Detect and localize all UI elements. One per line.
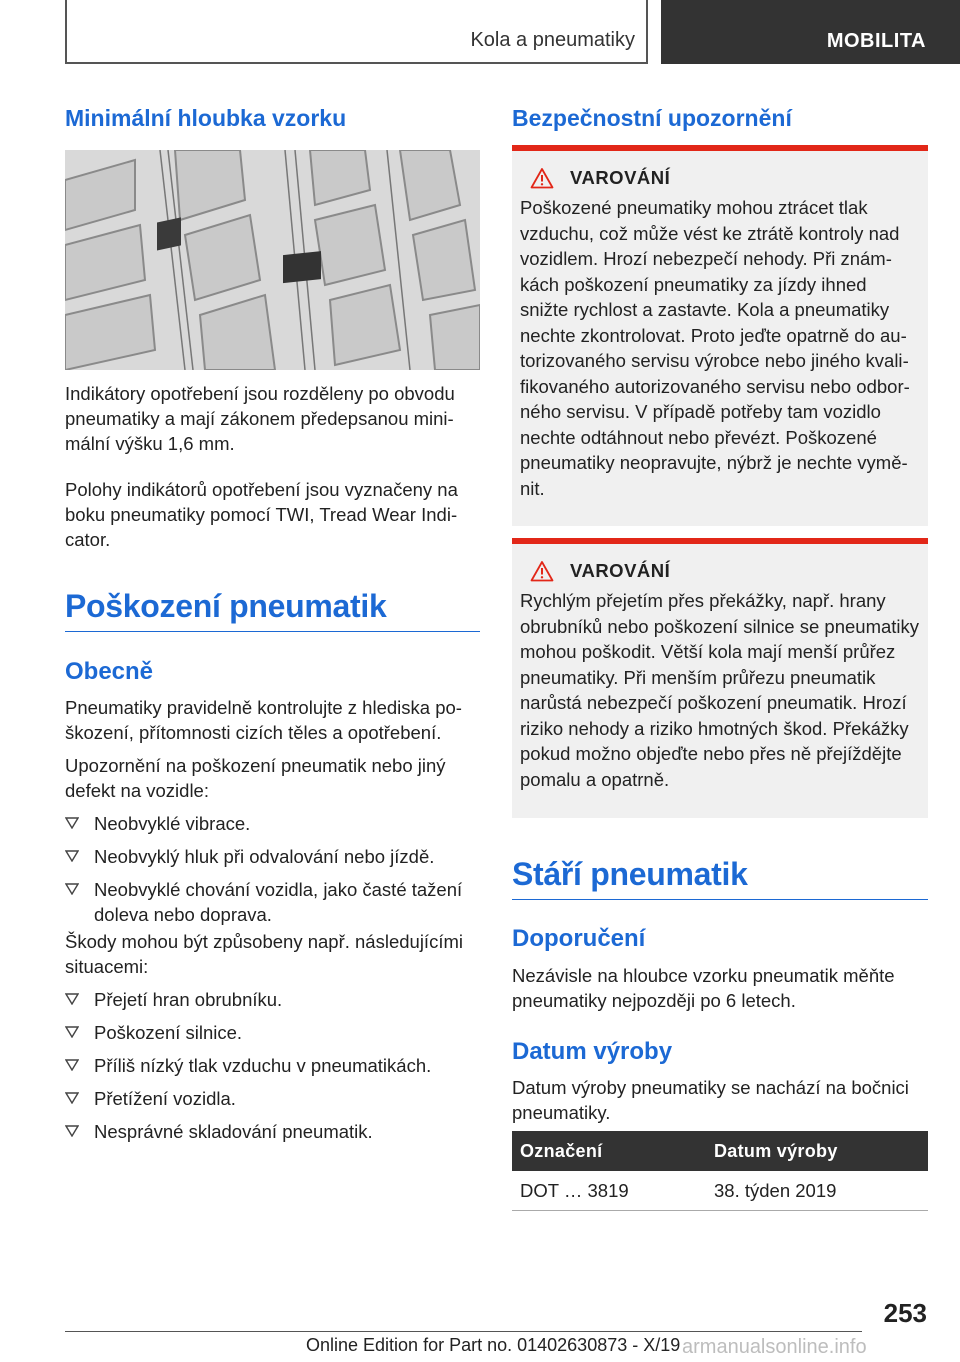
cell-dot-code: DOT … 3819 (512, 1171, 706, 1211)
table-header-row (512, 1131, 928, 1171)
dot-date-table (512, 1131, 928, 1211)
list-item: Neobvyklé chování vozidla, jako časté tažení doleva nebo doprava. (65, 877, 480, 927)
triangle-bullet-icon (65, 817, 79, 829)
warning-box-1 (512, 145, 928, 526)
triangle-bullet-icon (65, 1092, 79, 1104)
list-item: Přejetí hran obrubníku. (65, 987, 480, 1012)
triangle-bullet-icon (65, 850, 79, 862)
tire-age-heading: Stáří pneumatik (512, 856, 748, 892)
list-item: Přetížení vozidla. (65, 1086, 480, 1111)
list-item: Neobvyklý hluk při odvalování nebo jízdě. (65, 844, 480, 869)
table-row (512, 1171, 928, 1211)
list-item: Neobvyklé vibrace. (65, 811, 480, 836)
triangle-bullet-icon (65, 1125, 79, 1137)
min-depth-heading: Minimální hloubka vzorku (65, 105, 347, 131)
list-item: Poškození silnice. (65, 1020, 480, 1045)
tire-damage-heading: Poškození pneumatik (65, 588, 387, 624)
warning-triangle-icon (530, 167, 554, 189)
page-number: 253 (883, 1298, 927, 1328)
safety-heading: Bezpečnostní upozornění (512, 105, 792, 131)
tire-damage-rule (65, 631, 480, 632)
column-header-date: Datum výroby (706, 1131, 928, 1171)
min-depth-paragraph-2: Polohy indikátorů opotřebení jsou vyznačeny na boku pneumatiky pomocí TWI, Tread Wear Indicator. (65, 479, 458, 550)
warning-label: VAROVÁNÍ (570, 560, 671, 581)
damage-signs-list (65, 811, 480, 935)
general-paragraph-1: Pneumatiky pravidelně kontrolujte z hlediska poškození, přítomnosti cizích těles a opotřebení. (65, 697, 462, 743)
warning-header (530, 167, 920, 189)
min-depth-paragraph-1: Indikátory opotřebení jsou rozděleny po obvodu pneumatiky a mají zákonem předepsanou minimální výšku 1,6 mm. (65, 383, 455, 454)
watermark: armanualsonline.info (682, 1336, 867, 1358)
triangle-bullet-icon (65, 883, 79, 895)
causes-intro: Škody mohou být způsobeny např. následujícími situacemi: (65, 931, 463, 977)
triangle-bullet-icon (65, 1026, 79, 1038)
header-chapter-tab (661, 0, 960, 64)
header-chapter-title: MOBILITA (826, 30, 926, 52)
list-item: Příliš nízký tlak vzduchu v pneumatikách. (65, 1053, 480, 1078)
column-header-code: Označení (512, 1131, 706, 1171)
production-date-heading: Datum výroby (512, 1038, 673, 1065)
recommendation-text: Nezávisle na hloubce vzorku pneumatik měňte pneumatiky nejpozději po 6 letech. (512, 965, 895, 1011)
damage-causes-list (65, 987, 480, 1152)
production-date-text: Datum výroby pneumatiky se nachází na bočnici pneumatiky. (512, 1077, 909, 1123)
list-item: Nesprávné skladování pneumatik. (65, 1119, 480, 1144)
general-heading: Obecně (65, 658, 154, 685)
tire-age-rule (512, 899, 928, 900)
recommendation-heading: Doporučení (512, 925, 646, 952)
footer-rule (65, 1331, 862, 1332)
warning-text: Poškozené pneumatiky mohou ztrácet tlak vzduchu, což může vést ke ztrátě kontroly nad vozidlem. Hrozí nebezpečí nehody. Při známkách poškození pneumatiky za jízdy ihned snižte rychlost a zastavte. Kola a pneumatiky nechte zkontrolovat. Proto jeďte opatrně do autorizovaného servisu výrobce nebo jiného kvalifikovaného autorizovaného servisu nebo odborného servisu. V případě potřeby tam vozidlo nechte odtáhnout nebo převézt. Poškozené pneumatiky neopravujte, nýbrž je nechte vyměnit. (520, 197, 910, 499)
warning-label: VAROVÁNÍ (570, 167, 671, 188)
general-paragraph-2: Upozornění na poškození pneumatik nebo jiný defekt na vozidle: (65, 755, 446, 801)
warning-text: Rychlým přejetím přes překážky, např. hrany obrubníků nebo poškození silnice se pneumatiky mohou poškodit. Větší kola mají menší průřez pneumatiky. Při menším průřezu pneumatik narůstá nebezpečí poškození pneumatik. Hrozí riziko nehody a riziko hmotných škod. Překážky pokud možno objeďte nebo přes ně přejíždějte pomalu a opatrně. (520, 590, 920, 790)
tread-wear-illustration (65, 150, 480, 370)
header-section-title: Kola a pneumatiky (470, 29, 635, 51)
triangle-bullet-icon (65, 1059, 79, 1071)
cell-production-week: 38. týden 2019 (706, 1171, 928, 1211)
warning-box-2 (512, 538, 928, 818)
footer-edition: Online Edition for Part no. 01402630873 - X/19 (306, 1335, 681, 1355)
warning-triangle-icon (530, 560, 554, 582)
triangle-bullet-icon (65, 993, 79, 1005)
warning-header (530, 560, 920, 582)
